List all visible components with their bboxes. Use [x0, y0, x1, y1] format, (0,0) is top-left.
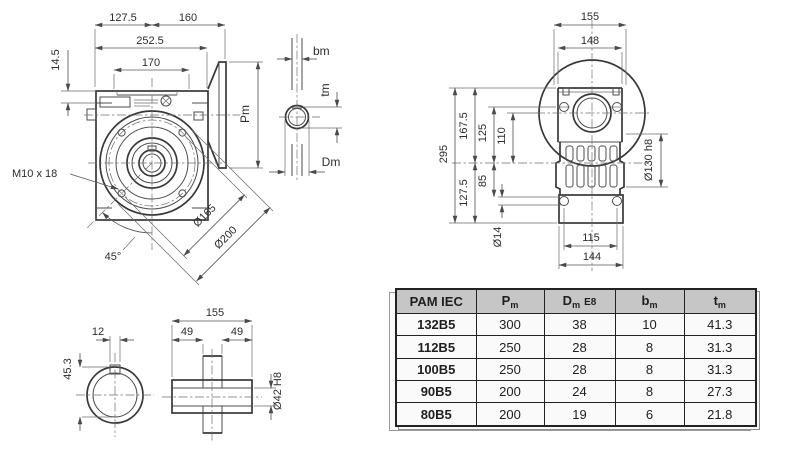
sd-dim-dm: Dm	[321, 155, 341, 169]
front-view	[12, 12, 273, 285]
cell-tm: 21.8	[684, 403, 756, 426]
cell-pm: 200	[476, 403, 544, 426]
cell-pam: 132B5	[396, 314, 476, 336]
table-row	[396, 336, 756, 358]
fv-dim-170: 170	[141, 57, 161, 69]
sv-dim-115: 115	[582, 232, 600, 244]
cell-dm: 24	[544, 381, 615, 403]
cell-pam: 90B5	[396, 381, 476, 403]
table-row	[396, 403, 756, 426]
fv-dim-14-5: 14.5	[50, 49, 62, 71]
table-row	[396, 314, 756, 336]
fv-thread-note: M10 x 18	[12, 168, 58, 180]
fv-dim-127-5: 127.5	[109, 12, 137, 24]
cell-pm: 250	[476, 358, 544, 380]
header-pam-iec: PAM IEC	[396, 289, 476, 314]
header-bm: $b_m$	[615, 289, 684, 314]
table-row	[396, 381, 756, 403]
worm-shaft-end	[87, 109, 96, 120]
os-dim-49-left: 49	[180, 326, 194, 338]
fv-dim-pm: Pm	[238, 105, 252, 123]
cell-pm: 200	[476, 381, 544, 403]
cell-pam: 80B5	[396, 403, 476, 426]
fv-angle-45: 45°	[104, 251, 122, 263]
header-pm: $P_m$	[476, 289, 544, 314]
table-row	[396, 358, 756, 380]
cell-tm: 41.3	[684, 314, 756, 336]
sv-dia-14: Ø14	[492, 226, 504, 248]
header-tm: $t_m$	[684, 289, 756, 314]
cell-pam: 100B5	[396, 358, 476, 380]
sv-dia-130: Ø130 h8	[643, 138, 655, 182]
fv-dia-165: Ø165	[191, 202, 219, 230]
sd-dim-bm: bm	[313, 44, 330, 58]
cell-tm: 31.3	[684, 336, 756, 358]
os-dim-45-3: 45.3	[62, 358, 74, 380]
os-dia-42: Ø42 H8	[272, 372, 284, 410]
cell-pm: 250	[476, 336, 544, 358]
table-header-row	[396, 289, 756, 314]
sv-dim-125: 125	[477, 123, 489, 143]
sv-dim-167-5: 167.5	[458, 112, 470, 140]
cell-dm: 38	[544, 314, 615, 336]
cell-bm: 8	[615, 381, 684, 403]
pam-spec-table	[395, 288, 757, 427]
cell-tm: 27.3	[684, 381, 756, 403]
sv-dim-144: 144	[582, 251, 602, 263]
output-shaft-views	[62, 307, 284, 441]
side-view-dimensions	[438, 11, 668, 269]
cell-bm: 6	[615, 403, 684, 426]
sv-dim-148: 148	[580, 35, 600, 47]
os-dim-155: 155	[205, 307, 225, 319]
sv-dim-155: 155	[580, 11, 600, 23]
fv-dia-200: Ø200	[212, 224, 240, 252]
side-view	[438, 11, 668, 271]
sv-dim-127-5: 127.5	[458, 179, 470, 207]
sv-dim-295: 295	[438, 144, 450, 164]
fv-dim-160: 160	[178, 12, 198, 24]
os-dim-49-right: 49	[230, 326, 244, 338]
hollow-shaft-section	[162, 349, 262, 441]
cell-dm: 19	[544, 403, 615, 426]
sd-dim-tm: tm	[318, 83, 332, 97]
pam-spec-table-wrap	[395, 288, 757, 427]
cell-dm: 28	[544, 358, 615, 380]
cell-bm: 8	[615, 336, 684, 358]
os-dim-12: 12	[91, 326, 105, 338]
cell-tm: 31.3	[684, 358, 756, 380]
cell-pam: 112B5	[396, 336, 476, 358]
cell-bm: 8	[615, 358, 684, 380]
cell-pm: 300	[476, 314, 544, 336]
header-dm-e8: $D_m$ E8	[544, 289, 615, 314]
cell-dm: 28	[544, 336, 615, 358]
input-shaft-detail	[269, 34, 342, 182]
cell-bm: 10	[615, 314, 684, 336]
front-view-dimensions	[12, 12, 273, 285]
sv-dim-110: 110	[496, 127, 508, 145]
fv-dim-252-5: 252.5	[136, 35, 164, 47]
sv-dim-85: 85	[477, 174, 489, 188]
